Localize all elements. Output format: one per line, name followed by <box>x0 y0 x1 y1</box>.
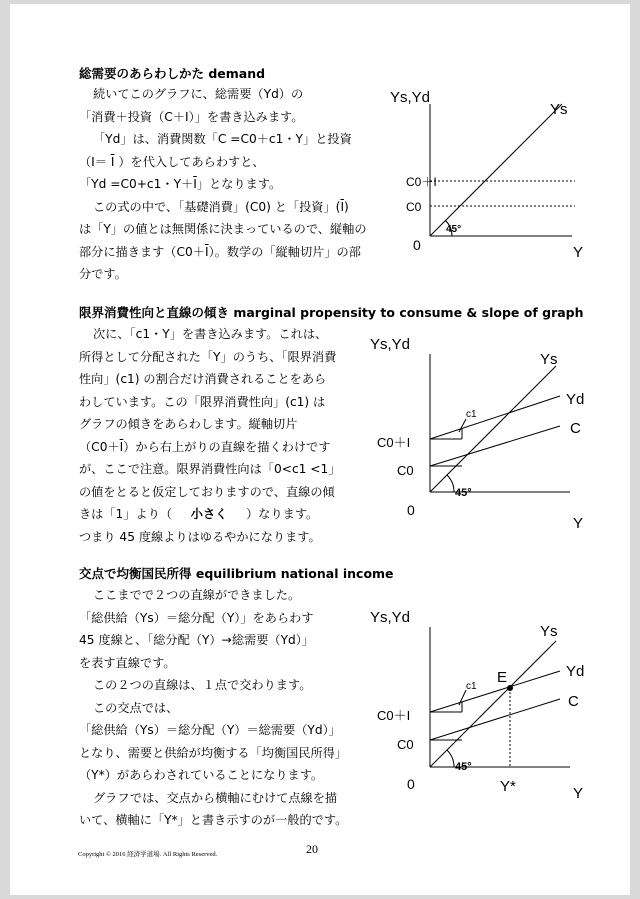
text-line: 「Yd =C0+c1・$Y+\overline{I}$」となります。 <box>79 177 282 191</box>
yd-line-label: Yd <box>566 663 585 680</box>
text-line: わしています。この「限界消費性向」(c1) は <box>79 394 326 409</box>
angle-label: 45° <box>446 224 462 235</box>
yd-line <box>430 396 560 439</box>
text-line: の値をとると仮定しておりますので、直線の傾 <box>79 484 335 499</box>
text-line: となり、需要と供給が均衡する「均衡国民所得」 <box>79 745 348 760</box>
text-line: 続いてこのグラフに、総需要（Yd）の <box>93 87 304 101</box>
consumption-line <box>430 426 560 466</box>
c1-label: c1 <box>466 681 477 692</box>
angle-arc <box>447 475 454 492</box>
text-line: が、ここで注意。限界消費性向は「0<c1 <1」 <box>79 462 341 476</box>
x-axis-label: Y <box>573 244 584 261</box>
ys-45-degree-line <box>430 641 556 767</box>
c-line-label: C <box>570 420 581 437</box>
text-line: 部分に描きます$(C0+\overline{I})$。数学の「縦軸切片」の部 <box>79 244 361 259</box>
x-axis-label: Y <box>573 785 584 802</box>
ys-45-degree-line <box>430 104 562 236</box>
section-text-mpc <box>79 323 340 548</box>
c0-i-label: C0＋I <box>377 435 411 450</box>
origin-label: 0 <box>407 776 415 792</box>
y-axis-label: Ys,Yd <box>370 336 411 353</box>
section-heading-demand: 総需要のあらわしかた demand <box>79 66 266 81</box>
text-line: 45 度線と、「総分配（Y）→総需要（Yd）」 <box>79 633 315 647</box>
text-line: 「Yd」は、消費関数「C =C0＋c1・Y」と投資 <box>93 132 352 146</box>
blank-answer: 小さく <box>190 507 228 521</box>
text-line: 「消費＋投資（C＋I）」を書き込みます。 <box>79 109 304 124</box>
text-line: ここまでで２つの直線ができました。 <box>93 588 301 602</box>
c-line-label: C <box>568 693 579 710</box>
angle-label: 45° <box>455 487 472 499</box>
graph-demand <box>380 84 610 264</box>
c0-i-label: C0＋I <box>377 708 411 723</box>
yd-line-label: Yd <box>566 391 585 408</box>
text-line: この２つの直線は、１点で交わります。 <box>93 678 312 692</box>
angle-arc <box>447 750 454 767</box>
text-line: グラフの傾きをあらわします。縦軸切片 <box>79 417 298 431</box>
text-line: 「総供給（Ys）＝総分配（Y）＝総需要（Yd）」 <box>79 723 341 737</box>
graph-equilibrium <box>360 602 610 807</box>
text-line: 分です。 <box>79 267 127 281</box>
text-line: （$I= \overline{I}$ ）を代入してあらわすと、 <box>79 154 265 169</box>
ys-line-label: Ys <box>550 101 568 118</box>
section-text-equilibrium <box>79 584 347 832</box>
document-page <box>10 4 630 895</box>
x-axis-label: Y <box>573 515 584 532</box>
origin-label: 0 <box>413 237 421 253</box>
section-heading-equilibrium: 交点で均衡国民所得 equilibrium national income <box>79 566 394 581</box>
angle-label: 45° <box>455 761 472 773</box>
graph-mpc <box>360 324 610 534</box>
y-axis-label: Ys,Yd <box>390 89 431 106</box>
text-line: いて、横軸に「Y*」と書き示すのが一般的です。 <box>79 813 348 827</box>
c0-label: C0 <box>397 463 414 478</box>
text-line: は「Y」の値とは無関係に決まっているので、縦軸の <box>79 222 367 236</box>
c0-label: C0 <box>406 200 422 214</box>
yd-line <box>430 671 560 712</box>
origin-label: 0 <box>407 502 415 518</box>
text-line: $(C0+\overline{I})$から右上がりの直線を描くわけです <box>79 439 331 454</box>
text-line: この式の中で、「基礎消費」(C0) と「投資」$(\overline{I})$ <box>93 199 349 214</box>
consumption-line <box>430 699 560 740</box>
ys-45-degree-line <box>430 366 556 492</box>
ys-line-label: Ys <box>540 351 558 368</box>
section-text-demand <box>79 83 367 286</box>
page-number: 20 <box>306 842 318 856</box>
text-line: 所得として分配された「Y」のうち、「限界消費 <box>79 349 337 364</box>
text-line: を表す直線です。 <box>79 655 176 670</box>
text-line: 次に、「c1・Y」を書き込みます。これは、 <box>93 327 328 341</box>
text-line: 性向」(c1) の割合だけ消費されることをあら <box>79 372 327 386</box>
text-line: つまり 45 度線よりはゆるやかになります。 <box>79 529 321 544</box>
copyright-notice: Copyright © 2016 経済学道場. All Rights Reserved. <box>78 851 218 858</box>
y-axis-label: Ys,Yd <box>370 609 411 626</box>
text-line: （Y*）があらわされていることになります。 <box>79 768 324 782</box>
text-line: グラフでは、交点から横軸にむけて点線を描 <box>93 790 338 805</box>
section-heading-mpc: 限界消費性向と直線の傾き marginal propensity to consume & slope of graph <box>79 305 584 320</box>
c1-label: c1 <box>466 409 477 420</box>
c0-label: C0 <box>397 737 414 752</box>
equilibrium-point-label: E <box>497 669 508 686</box>
text-line: きは「1」より（ 小さく ）なります。 <box>79 503 340 526</box>
text-line: この交点では、 <box>93 700 179 715</box>
y-star-label: Y* <box>500 778 516 795</box>
c0-i-label: C0＋I <box>406 175 437 189</box>
ys-line-label: Ys <box>540 623 558 640</box>
text-line: 「総供給（Ys）＝総分配（Y）」をあらわす <box>79 610 314 625</box>
